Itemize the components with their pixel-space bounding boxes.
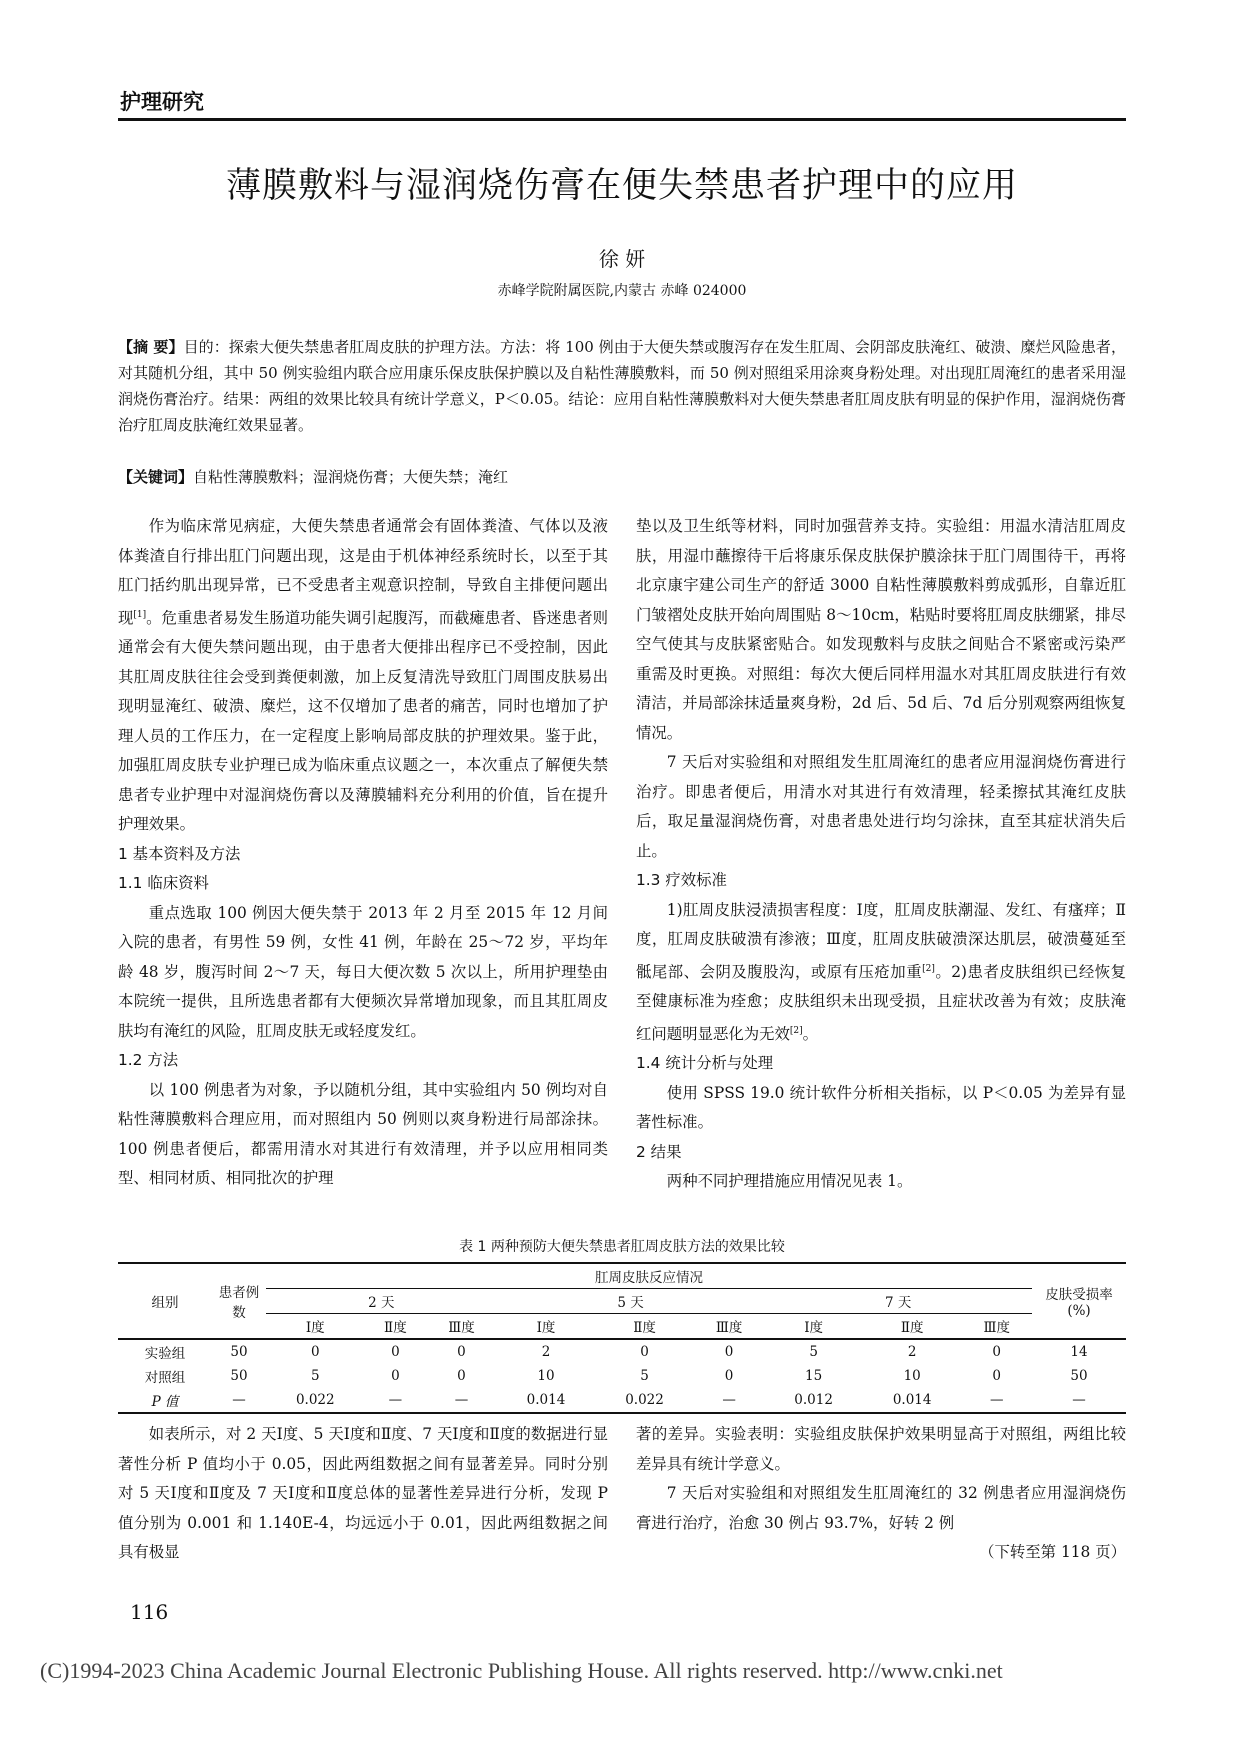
table-cell: 0 <box>310 1344 320 1360</box>
heading-1: 1 基本资料及方法 <box>118 844 241 863</box>
criteria-paragraph: 1)肛周皮肤浸渍损害程度：Ⅰ度，肛周皮肤潮湿、发红、有瘙痒；Ⅱ度，肛周皮肤破溃有渗液；Ⅲ度，肛周皮肤破溃深达肌层，破溃蔓延至骶尾部、会阴及腹股沟，或原有压疮加重[2]。2)患者皮肤组织已经恢复至健康标准为痊愈；皮肤组织未出现受损，且症状改善为有效；皮肤淹红问题明显恶化为无效[2]。 <box>636 900 1126 1043</box>
table-header-degree: Ⅰ度 <box>804 1320 824 1336</box>
page-number: 116 <box>130 1600 169 1624</box>
table-cell: 0.012 <box>794 1392 833 1408</box>
table-row-label: 实验组 <box>144 1346 186 1362</box>
table-cell: 0 <box>391 1344 400 1360</box>
table-cell: 0 <box>992 1344 1002 1360</box>
table-header-damage: 皮肤受损率(%) <box>1032 1263 1126 1339</box>
treatment-paragraph: 7 天后对实验组和对照组发生肛周淹红的患者应用湿润烧伤膏进行治疗。即患者便后，用清水对其进行有效清理，轻柔擦拭其淹红皮肤后，取足量湿润烧伤膏，对患者患处进行均匀涂抹，直至其症状消失后止。 <box>636 753 1126 860</box>
discussion-cont-paragraph: 著的差异。实验表明：实验组皮肤保护效果明显高于对照组，两组比较差异具有统计学意义。 <box>636 1425 1126 1473</box>
table-cell: 0 <box>457 1368 466 1384</box>
results-paragraph: 两种不同护理措施应用情况见表 1。 <box>666 1172 913 1191</box>
keywords-label: 【关键词】 <box>118 468 194 486</box>
stats-paragraph: 使用 SPSS 19.0 统计软件分析相关指标，以 P＜0.05 为差异有显著性标准。 <box>636 1083 1126 1132</box>
abstract-text: 目的：探索大便失禁患者肛周皮肤的护理方法。方法：将 100 例由于大便失禁或腹泻存在发生肛周、会阴部皮肤淹红、破溃、糜烂风险患者，对其随机分组，其中 50 例实验组内联合应用康乐保皮肤保护膜以及自粘性薄膜敷料，而 50 例对照组采用涂爽身粉处理。对出现肛周淹红的患者采用湿润烧伤膏治疗。结果：两组的效果比较具有统计学意义，P＜0.05。结论：应用自粘性薄膜敷料对大便失禁患者肛周皮肤有明显的保护作用，湿润烧伤膏治疗肛周皮肤淹红效果显著。 <box>118 338 1126 434</box>
table-cell: 0 <box>992 1368 1002 1384</box>
citation-ref[interactable]: [2] <box>922 963 935 974</box>
affiliation: 赤峰学院附属医院,内蒙古 赤峰 024000 <box>497 283 747 299</box>
table-cell: 0 <box>457 1344 466 1360</box>
table-header-degree: Ⅲ度 <box>715 1320 743 1336</box>
table-cell: 0.014 <box>526 1392 566 1408</box>
table-cell: 0 <box>640 1344 649 1360</box>
citation-ref[interactable]: [1] <box>133 609 147 620</box>
method-cont-paragraph: 垫以及卫生纸等材料，同时加强营养支持。实验组：用温水清洁肛周皮肤，用湿巾蘸擦待干后将康乐保皮肤保护膜涂抹于肛门周围待干，再将北京康宇建公司生产的舒适 3000 自粘性薄膜敷料剪成弧形，自靠近肛门皱褶处皮肤开始向周围贴 8～10cm，粘贴时要将肛周皮肤绷紧，排尽空气使其与皮肤紧密贴合。如发现敷料与皮肤之间贴合不紧密或污染严重需及时更换。对照组：每次大便后同样用温水对其肛周皮肤进行有效清洁，并局部涂抹适量爽身粉，2d 后、5d 后、7d 后分别观察两组恢复情况。 <box>636 517 1126 742</box>
heading-1-4: 1.4 统计分析与处理 <box>636 1054 774 1073</box>
table-header-reaction: 肛周皮肤反应情况 <box>266 1263 1032 1289</box>
table-cell: 0 <box>724 1368 734 1384</box>
table-cell: 14 <box>1070 1344 1088 1360</box>
copyright-footer: (C)1994-2023 China Academic Journal Electronic Publishing House. All rights reserved. http://www.cnki.net <box>40 1658 1003 1683</box>
table-cell: 2 <box>541 1344 551 1360</box>
table-header-degree: Ⅲ度 <box>448 1320 475 1336</box>
treatment-result-paragraph: 7 天后对实验组和对照组发生肛周淹红的 32 例患者应用湿润烧伤膏进行治疗，治愈 30 例占 93.7%，好转 2 例 <box>636 1484 1126 1532</box>
table-header-degree: Ⅲ度 <box>983 1320 1010 1336</box>
article-title: 薄膜敷料与湿润烧伤膏在便失禁患者护理中的应用 <box>225 166 1018 206</box>
table-cell: 5 <box>809 1344 818 1360</box>
table-cell: 15 <box>805 1368 823 1384</box>
table-row-label: P 值 <box>151 1394 179 1410</box>
table-cell: 5 <box>640 1368 649 1384</box>
table-cell: 0.014 <box>892 1392 932 1408</box>
table-header-degree: Ⅱ度 <box>900 1320 924 1336</box>
results-table <box>118 1262 1126 1414</box>
heading-1-1: 1.1 临床资料 <box>118 874 209 893</box>
table-row <box>118 1388 1126 1413</box>
table-cell: — <box>1072 1392 1086 1408</box>
table-cell: 0.022 <box>625 1392 664 1408</box>
clinical-data-paragraph: 重点选取 100 例因大便失禁于 2013 年 2 月至 2015 年 12 月间入院的患者，有男性 59 例，女性 41 例，年龄在 25～72 岁，平均年龄 48 岁，腹泻时间 2～7 天，每日大便次数 5 次以上，所用护理垫由本院统一提供，且所选患者都有大便频次异常增加现象，而且其肛周皮肤均有淹红的风险，肛周皮肤无或轻度发红。 <box>118 903 608 1040</box>
abstract-label: 【摘 要】 <box>118 338 184 356</box>
table-cell: 5 <box>310 1368 320 1384</box>
table-cell: — <box>388 1392 403 1408</box>
keywords-text: 自粘性薄膜敷料；湿润烧伤膏；大便失禁；淹红 <box>193 468 509 486</box>
table-header-day: 5 天 <box>497 1289 765 1314</box>
right-column <box>636 512 1126 1197</box>
continued-note: （下转至第 118 页） <box>979 1543 1126 1561</box>
table-header-degree: Ⅰ度 <box>536 1320 556 1336</box>
table-header-day: 2 天 <box>266 1289 497 1314</box>
discussion-left <box>118 1420 608 1568</box>
table-row-label: 对照组 <box>144 1370 186 1386</box>
table-header-day: 7 天 <box>764 1289 1032 1314</box>
table-cell: 0 <box>391 1368 400 1384</box>
author: 徐 妍 <box>598 247 646 271</box>
table-cell: 50 <box>230 1368 248 1384</box>
table-cell: 0.022 <box>295 1392 335 1408</box>
table-cell: 10 <box>537 1368 555 1384</box>
discussion-right <box>636 1420 1126 1568</box>
table-cell: 10 <box>903 1368 921 1384</box>
table-cell: 50 <box>230 1344 248 1360</box>
left-column <box>118 512 608 1194</box>
citation-ref[interactable]: [2] <box>789 1025 803 1036</box>
table-body <box>118 1339 1126 1413</box>
table-cell: — <box>232 1392 246 1408</box>
table-header-degree: Ⅱ度 <box>384 1320 407 1336</box>
heading-1-3: 1.3 疗效标准 <box>636 871 727 889</box>
table-cell: 50 <box>1070 1368 1088 1384</box>
heading-1-2: 1.2 方法 <box>118 1051 179 1070</box>
table-header-count: 患者例数 <box>212 1263 266 1339</box>
table-cell: 0 <box>724 1344 734 1360</box>
table-cell: — <box>989 1392 1004 1408</box>
table-caption: 表 1 两种预防大便失禁患者肛周皮肤方法的效果比较 <box>459 1239 785 1255</box>
table-header-degree: Ⅱ度 <box>633 1320 656 1336</box>
section-label: 护理研究 <box>120 90 204 114</box>
table-cell: — <box>454 1392 469 1408</box>
method-paragraph: 以 100 例患者为对象，予以随机分组，其中实验组内 50 例均对自粘性薄膜敷料合理应用，而对照组内 50 例则以爽身粉进行局部涂抹。100 例患者便后，都需用清水对其进行有效清理，并予以应用相同类型、相同材质、相同批次的护理 <box>118 1080 608 1188</box>
table-row <box>118 1339 1126 1364</box>
abstract <box>118 334 1126 438</box>
header-rule <box>118 118 1126 121</box>
table-header-group: 组别 <box>118 1263 212 1339</box>
keywords <box>118 464 1126 490</box>
table-row <box>118 1364 1126 1388</box>
table-cell: 2 <box>907 1344 917 1360</box>
discussion-paragraph: 如表所示，对 2 天Ⅰ度、5 天Ⅰ度和Ⅱ度、7 天Ⅰ度和Ⅱ度的数据进行显著性分析 P 值均小于 0.05，因此两组数据之间有显著差异。同时分别对 5 天Ⅰ度和Ⅱ度及 7 天Ⅰ度和Ⅱ度总体的显著性差异进行分析，发现 P 值分别为 0.001 和 1.140E-4，均远远小于 0.01，因此两组数据之间具有极显 <box>118 1425 608 1561</box>
table-cell: — <box>722 1392 736 1408</box>
heading-2: 2 结果 <box>636 1142 682 1161</box>
intro-paragraph: 作为临床常见病症，大便失禁患者通常会有固体粪渣、气体以及液体粪渣自行排出肛门问题出现，这是由于机体神经系统时长，以至于其肛门括约肌出现异常，已不受患者主观意识控制，导致自主排便问题出现[1]。危重患者易发生肠道功能失调引起腹泻，而截瘫患者、昏迷患者则通常会有大便失禁问题出现，由于患者大便排出程序已不受控制，因此其肛周皮肤往往会受到粪便刺激，加上反复清洗导致肛门周围皮肤易出现明显淹红、破溃、糜烂，这不仅增加了患者的痛苦，同时也增加了护理人员的工作压力，在一定程度上影响局部皮肤的护理效果。鉴于此，加强肛周皮肤专业护理已成为临床重点议题之一，本次重点了解便失禁患者专业护理中对湿润烧伤膏以及薄膜辅料充分利用的价值，旨在提升护理效果。 <box>118 517 608 834</box>
table-header-degree: Ⅰ度 <box>305 1320 325 1336</box>
